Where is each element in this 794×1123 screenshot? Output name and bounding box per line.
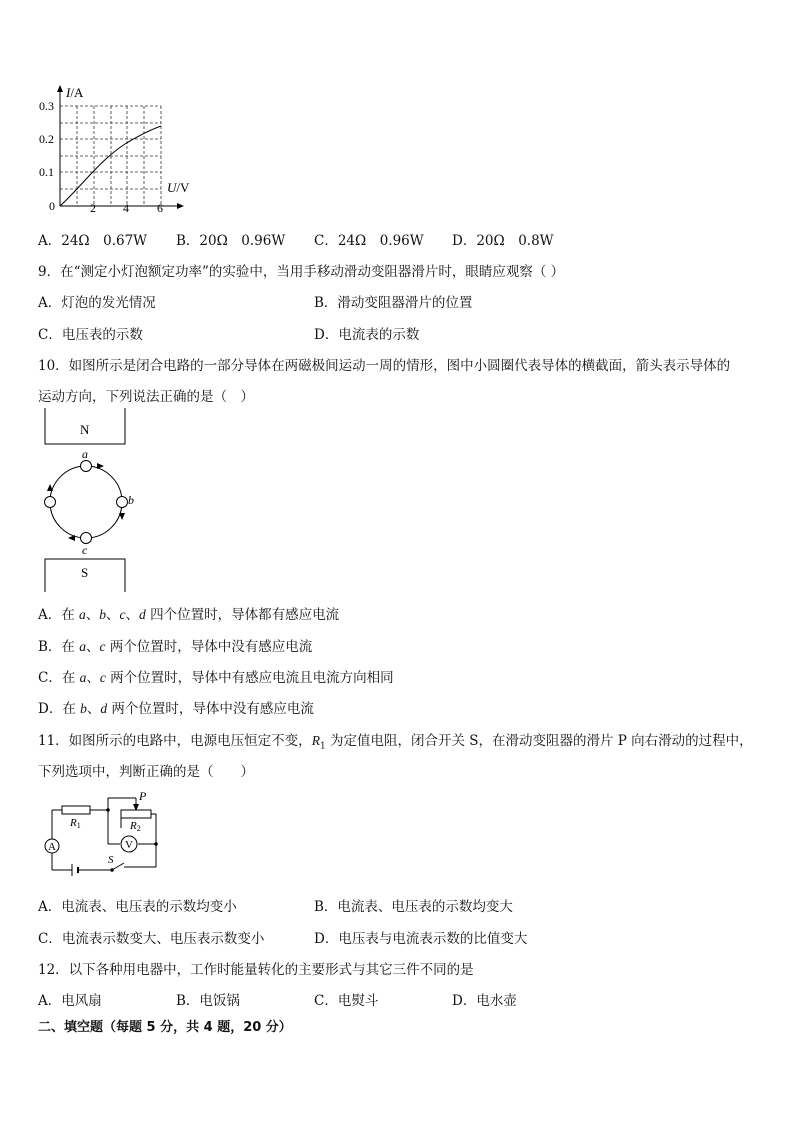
label-p: P bbox=[139, 789, 147, 803]
q11-option-d[interactable]: D．电压表与电流表示数的比值变大 bbox=[314, 931, 528, 947]
q11-option-b[interactable]: B．电流表、电压表的示数均变大 bbox=[314, 899, 513, 915]
arrow-a bbox=[97, 463, 104, 469]
magnet-figure bbox=[36, 408, 136, 598]
label-c: c bbox=[82, 543, 88, 557]
q8-option-d[interactable]: D．20Ω 0.8W bbox=[452, 233, 554, 249]
q10-stem-line2: 运动方向，下列说法正确的是（ ） bbox=[38, 389, 254, 405]
q11-option-a[interactable]: A．电流表、电压表的示数均变小 bbox=[38, 899, 237, 915]
label-b: b bbox=[128, 493, 134, 507]
north-label: N bbox=[80, 422, 90, 437]
q9-option-c[interactable]: C．电压表的示数 bbox=[38, 327, 143, 343]
svg-text:V: V bbox=[125, 839, 133, 851]
conductor-c bbox=[81, 533, 92, 544]
x-tick: 6 bbox=[157, 201, 163, 215]
circuit-figure bbox=[38, 788, 168, 878]
section-heading: 二、填空题（每题 5 分，共 4 题，20 分） bbox=[38, 1020, 292, 1035]
arrow-b bbox=[119, 513, 125, 520]
q8-option-c[interactable]: C．24Ω 0.96W bbox=[314, 233, 424, 249]
q8-option-a[interactable]: A．24Ω 0.67W bbox=[38, 233, 148, 249]
q9-option-a[interactable]: A．灯泡的发光情况 bbox=[38, 295, 156, 311]
switch bbox=[112, 863, 124, 870]
rheostat-r2 bbox=[121, 810, 151, 818]
q11-stem-line1: 11．如图所示的电路中，电源电压恒定不变，$R_1$ 为定值电阻，闭合开关 S，在滑动变阻器的滑片 P 向右滑动的过程中， bbox=[38, 733, 753, 752]
q10-stem-line1: 10．如图所示是闭合电路的一部分导体在两磁极间运动一周的情形，图中小圆圈代表导体的横截面，箭头表示导体的 bbox=[38, 358, 731, 374]
south-label: S bbox=[81, 565, 89, 580]
q12-option-d[interactable]: D．电水壶 bbox=[452, 993, 517, 1009]
x-tick: 2 bbox=[90, 201, 96, 215]
arrow-c bbox=[68, 535, 75, 541]
y-axis-label: I/A bbox=[66, 85, 84, 100]
q10-option-c[interactable]: C．在 a、c 两个位置时，导体中有感应电流且电流方向相同 bbox=[38, 670, 394, 686]
q9-option-d[interactable]: D．电流表的示数 bbox=[314, 327, 420, 343]
q9-stem: 9．在“测定小灯泡额定功率”的实验中，当用手移动滑动变阻器滑片时，眼睛应观察（ ） bbox=[38, 264, 565, 280]
arrow-d bbox=[47, 484, 53, 491]
q12-option-a[interactable]: A．电风扇 bbox=[38, 993, 102, 1009]
conductor-d bbox=[45, 497, 56, 508]
q8-option-b[interactable]: B．20Ω 0.96W bbox=[176, 233, 286, 249]
y-tick: 0.1 bbox=[39, 165, 54, 179]
q10-option-a[interactable]: A．在 a、b、c、d 四个位置时，导体都有感应电流 bbox=[38, 607, 340, 623]
q12-stem: 12．以下各种用电器中，工作时能量转化的主要形式与其它三件不同的是 bbox=[38, 962, 474, 978]
x-tick: 4 bbox=[123, 201, 129, 215]
svg-text:A: A bbox=[48, 841, 56, 853]
conductor-b bbox=[117, 497, 128, 508]
label-s: S bbox=[108, 854, 114, 866]
y-tick: 0.2 bbox=[39, 132, 54, 146]
iu-graph bbox=[30, 82, 200, 217]
q11-stem-line2: 下列选项中，判断正确的是（ ） bbox=[38, 764, 254, 780]
conductor-a bbox=[81, 461, 92, 472]
label-a: a bbox=[82, 447, 88, 461]
y-tick: 0.3 bbox=[39, 99, 54, 113]
x-axis-label: U/V bbox=[167, 180, 190, 195]
iu-curve bbox=[60, 126, 161, 206]
label-r2: R2 bbox=[130, 820, 141, 833]
q12-option-b[interactable]: B．电饭锅 bbox=[176, 993, 240, 1009]
q10-option-b[interactable]: B．在 a、c 两个位置时，导体中没有感应电流 bbox=[38, 639, 313, 655]
q12-option-c[interactable]: C．电熨斗 bbox=[314, 993, 379, 1009]
label-r1: R1 bbox=[70, 817, 81, 830]
q11-option-c[interactable]: C．电流表示数变大、电压表示数变小 bbox=[38, 931, 265, 947]
origin-label: 0 bbox=[49, 199, 55, 213]
q9-option-b[interactable]: B．滑动变阻器滑片的位置 bbox=[314, 295, 473, 311]
motion-path bbox=[50, 466, 122, 538]
resistor-r1 bbox=[62, 806, 90, 814]
q10-option-d[interactable]: D．在 b、d 两个位置时，导体中没有感应电流 bbox=[38, 701, 314, 717]
